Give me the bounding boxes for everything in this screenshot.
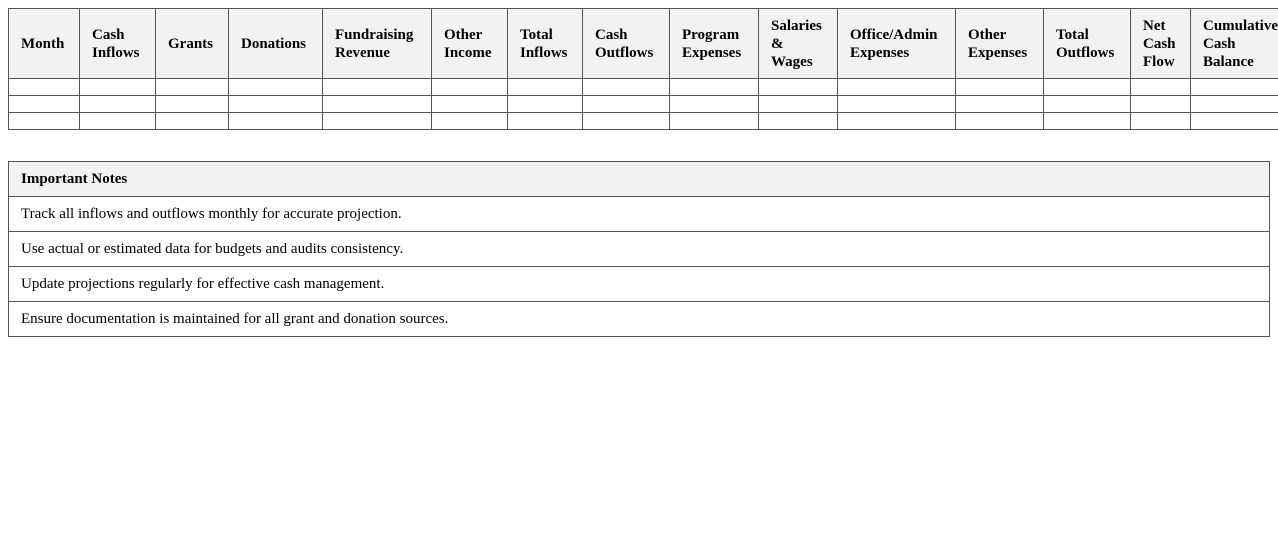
- notes-title: Important Notes: [9, 162, 1270, 197]
- notes-header-row: [9, 162, 1270, 197]
- table-cell[interactable]: [1131, 96, 1191, 113]
- header-cash-inflows: Cash Inflows: [80, 9, 156, 79]
- note-text: Use actual or estimated data for budgets and audits consistency.: [9, 232, 1270, 267]
- table-cell[interactable]: [759, 79, 838, 96]
- table-cell[interactable]: [229, 96, 323, 113]
- table-cell[interactable]: [80, 79, 156, 96]
- header-program-expenses: Program Expenses: [670, 9, 759, 79]
- table-cell[interactable]: [508, 96, 583, 113]
- note-row: [9, 267, 1270, 302]
- table-cell[interactable]: [80, 96, 156, 113]
- cash-flow-table: [8, 8, 1278, 130]
- table-cell[interactable]: [156, 113, 229, 130]
- table-cell[interactable]: [1044, 96, 1131, 113]
- header-other-expenses: Other Expenses: [956, 9, 1044, 79]
- table-cell[interactable]: [508, 113, 583, 130]
- table-cell[interactable]: [583, 96, 670, 113]
- note-text: Ensure documentation is maintained for all grant and donation sources.: [9, 302, 1270, 337]
- table-row: [9, 79, 1278, 96]
- table-cell[interactable]: [323, 96, 432, 113]
- table-row: [9, 113, 1278, 130]
- table-cell[interactable]: [323, 79, 432, 96]
- table-cell[interactable]: [1044, 113, 1131, 130]
- header-other-income: Other Income: [432, 9, 508, 79]
- table-cell[interactable]: [432, 96, 508, 113]
- table-cell[interactable]: [759, 96, 838, 113]
- table-cell[interactable]: [1044, 79, 1131, 96]
- table-cell[interactable]: [432, 113, 508, 130]
- table-cell[interactable]: [1191, 96, 1278, 113]
- important-notes-table: [8, 161, 1270, 337]
- table-cell[interactable]: [956, 96, 1044, 113]
- table-cell[interactable]: [670, 96, 759, 113]
- header-grants: Grants: [156, 9, 229, 79]
- table-cell[interactable]: [759, 113, 838, 130]
- table-cell[interactable]: [1131, 79, 1191, 96]
- table-cell[interactable]: [838, 79, 956, 96]
- note-row: [9, 302, 1270, 337]
- table-header-row: [9, 9, 1278, 79]
- table-cell[interactable]: [9, 79, 80, 96]
- table-cell[interactable]: [80, 113, 156, 130]
- table-cell[interactable]: [838, 113, 956, 130]
- header-salaries-wages: Salaries & Wages: [759, 9, 838, 79]
- note-row: [9, 197, 1270, 232]
- table-cell[interactable]: [432, 79, 508, 96]
- table-row: [9, 96, 1278, 113]
- table-cell[interactable]: [9, 96, 80, 113]
- table-cell[interactable]: [508, 79, 583, 96]
- table-cell[interactable]: [1191, 113, 1278, 130]
- header-donations: Donations: [229, 9, 323, 79]
- table-cell[interactable]: [156, 79, 229, 96]
- table-cell[interactable]: [670, 79, 759, 96]
- table-cell[interactable]: [1191, 79, 1278, 96]
- table-cell[interactable]: [1131, 113, 1191, 130]
- table-cell[interactable]: [583, 113, 670, 130]
- table-cell[interactable]: [838, 96, 956, 113]
- note-row: [9, 232, 1270, 267]
- note-text: Update projections regularly for effective cash management.: [9, 267, 1270, 302]
- header-office-admin-expenses: Office/Admin Expenses: [838, 9, 956, 79]
- table-cell[interactable]: [229, 79, 323, 96]
- header-net-cash-flow: Net Cash Flow: [1131, 9, 1191, 79]
- header-cash-outflows: Cash Outflows: [583, 9, 670, 79]
- table-cell[interactable]: [229, 113, 323, 130]
- table-cell[interactable]: [956, 79, 1044, 96]
- header-total-inflows: Total Inflows: [508, 9, 583, 79]
- header-cumulative-cash-balance: Cumulative Cash Balance: [1191, 9, 1278, 79]
- table-cell[interactable]: [670, 113, 759, 130]
- table-cell[interactable]: [956, 113, 1044, 130]
- table-cell[interactable]: [583, 79, 670, 96]
- table-cell[interactable]: [323, 113, 432, 130]
- note-text: Track all inflows and outflows monthly for accurate projection.: [9, 197, 1270, 232]
- header-month: Month: [9, 9, 80, 79]
- header-total-outflows: Total Outflows: [1044, 9, 1131, 79]
- header-fundraising-revenue: Fundraising Revenue: [323, 9, 432, 79]
- table-cell[interactable]: [156, 96, 229, 113]
- table-cell[interactable]: [9, 113, 80, 130]
